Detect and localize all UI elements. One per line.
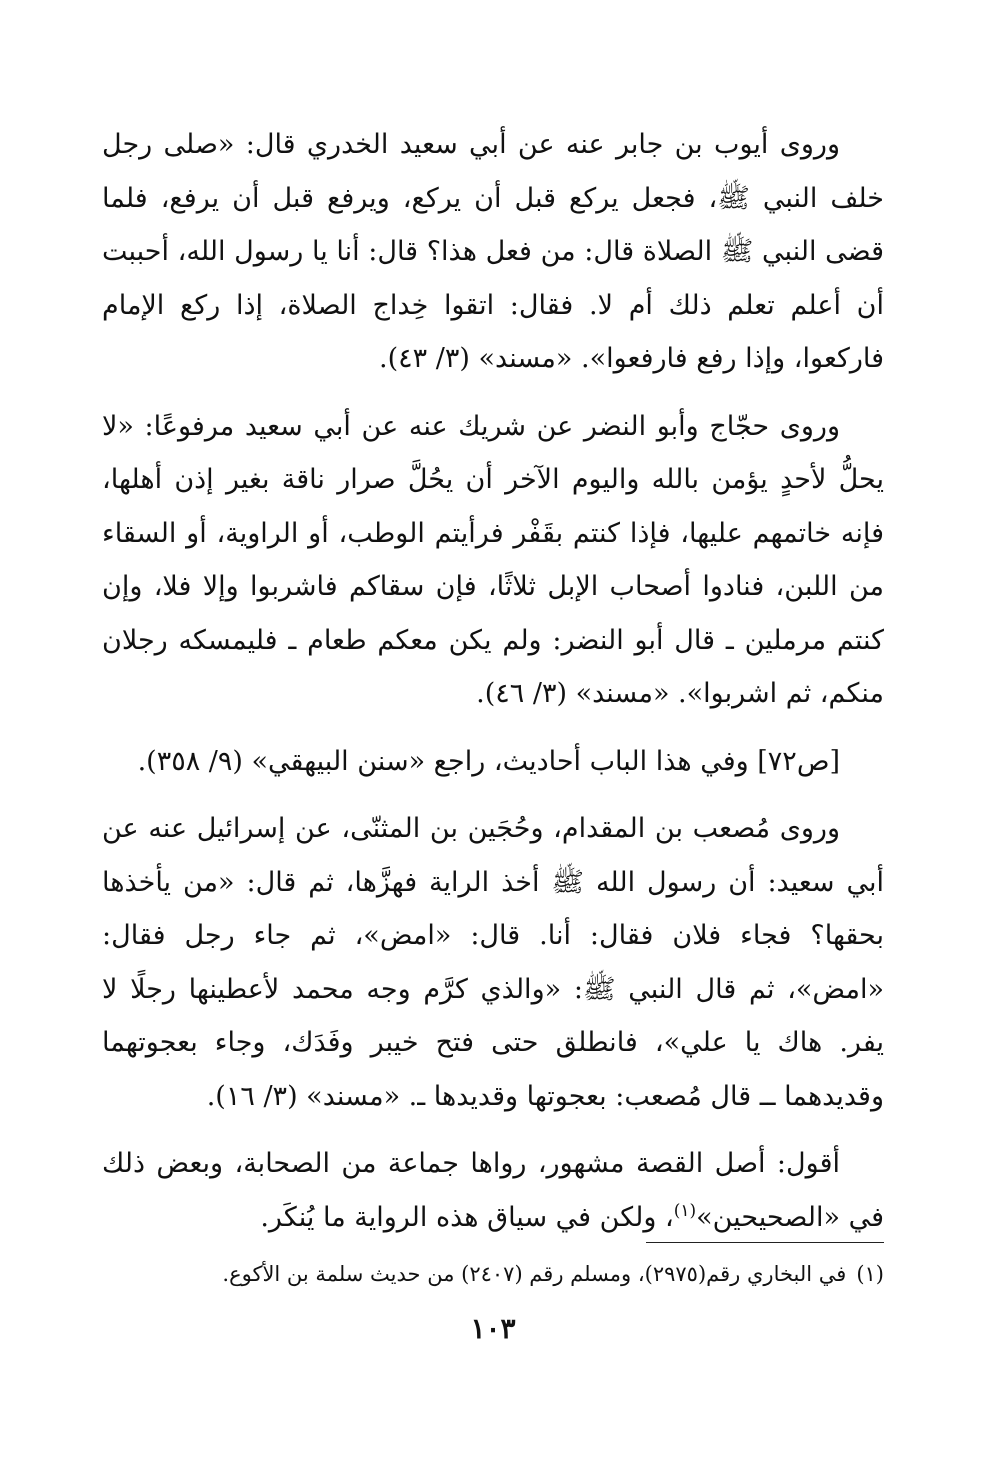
footnote-number: (١) [856, 1262, 884, 1286]
paragraph-bayhaqi-reference: [ص٧٢] وفي هذا الباب أحاديث، راجع «سنن البيهقي» (٩/ ٣٥٨). [137, 745, 840, 777]
main-text [102, 118, 884, 1258]
footnote [102, 1254, 884, 1294]
paragraph-hajjaj-narration: وروى حجّاج وأبو النضر عن شريك عنه عن أبي سعيد مرفوعًا: «لا يحلُّ لأحدٍ يؤمن بالله واليوم الآخر أن يحُلَّ صرار ناقة بغير إذن أهلها، فإنه خاتمهم عليها، فإذا كنتم بقَفْر فرأيتم الوطب، أو الراوية، أو السقاء من اللبن، فنادوا أصحاب الإبل ثلاثًا، فإن سقاكم فاشربوا وإلا فلا، وإن كنتم مرملين ـ قال أبو النضر: ولم يكن معكم طعام ـ فليمسكه رجلان منكم، ثم اشربوا». «مسند» (٣/ ٤٦). [102, 410, 884, 709]
comment-text-before-note: أقول: أصل القصة مشهور، رواها جماعة من الصحابة، وبعض ذلك في «الصحيحين» [102, 1148, 884, 1233]
page-number: ١٠٣ [470, 1312, 516, 1345]
comment-text-after-note: ، ولكن في سياق هذه الرواية ما يُنكَر. [260, 1201, 674, 1233]
paragraph-musab-narration: وروى مُصعب بن المقدام، وحُجَين بن المثنّى، عن إسرائيل عنه عن أبي سعيد: أن رسول الله ﷺ أخذ الراية فهزَّها، ثم قال: «من يأخذها بحقها؟ فجاء فلان فقال: أنا. قال: «امض»، ثم جاء رجل فقال: «امض»، ثم قال النبي ﷺ: «والذي كرَّم وجه محمد لأعطينها رجلًا لا يفر. هاك يا علي»، فانطلق حتى فتح خيبر وفَدَك، وجاء بعجوتهما وقديدهما ــ قال مُصعب: بعجوتها وقديدها ـ. «مسند» (٣/ ١٦). [102, 813, 884, 1112]
paragraph-ayyub-narration: وروى أيوب بن جابر عنه عن أبي سعيد الخدري قال: «صلى رجل خلف النبي ﷺ، فجعل يركع قبل أن يركع، ويرفع قبل أن يرفع، فلما قضى النبي ﷺ الصلاة قال: من فعل هذا؟ قال: أنا يا رسول الله، أحببت أن أعلم تعلم ذلك أم لا. فقال: اتقوا خِداج الصلاة، إذا ركع الإمام فاركعوا، وإذا رفع فارفعوا». «مسند» (٣/ ٤٣). [102, 129, 884, 374]
paragraph-author-comment [102, 1137, 884, 1244]
footnote-divider [646, 1242, 884, 1243]
footnote-marker: (١) [673, 1200, 697, 1221]
footnote-text: في البخاري رقم(٢٩٧٥)، ومسلم رقم (٢٤٠٧) من حديث سلمة بن الأكوع. [222, 1262, 847, 1286]
